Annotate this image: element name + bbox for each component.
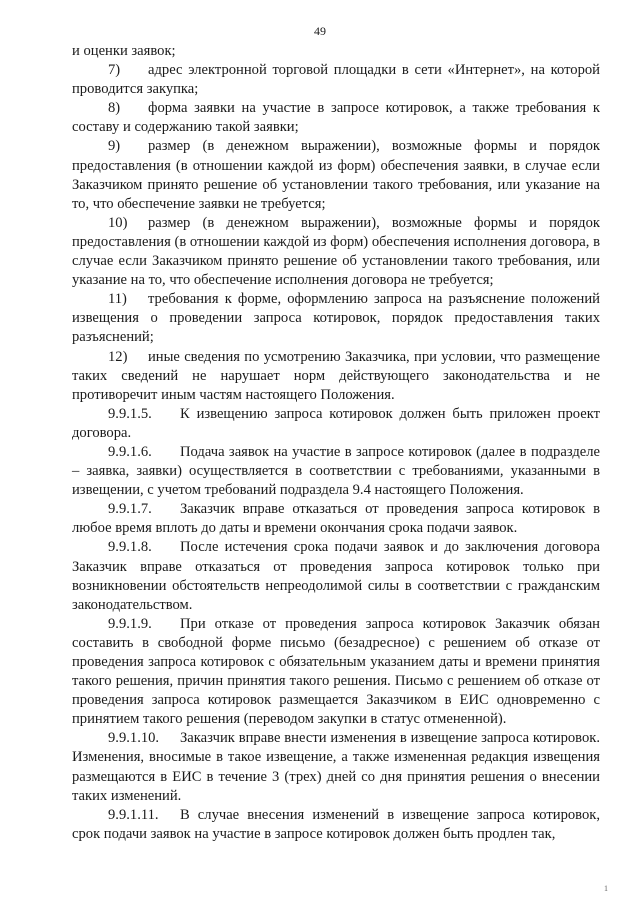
clause-9-9-1-9 (72, 615, 600, 730)
clause-text: В случае внесения изменений в извещение запроса котировок, срок подачи заявок на участие в запросе котировок должен быть продлен так, (72, 806, 600, 842)
clause-text: Подача заявок на участие в запросе котировок (далее в подразделе – заявка, заявки) осуществляется в соответствии с требованиями, указанными в извещении, с учетом требований подраздела 9.4 настоящего Положения. (72, 443, 600, 499)
clause-number: 9.9.1.7. (108, 501, 152, 518)
clause-9-9-1-8 (72, 538, 600, 614)
clause-text: При отказе от проведения запроса котировок Заказчик обязан составить в свободной форме письмо (безадресное) с решением об отказе от проведения запроса котировок с обязательным указанием даты и времени принятия такого решения, причин принятия такого решения. Письмо с решением об отказе от проведения запроса котировок размещается Заказчиком в ЕИС одновременно с принятием такого решения (переводом закупки в статус отмененной). (72, 615, 600, 728)
clause-number: 9.9.1.10. (108, 730, 160, 747)
list-item-number: 10) (108, 214, 128, 231)
clause-text: После истечения срока подачи заявок и до заключения договора Заказчик вправе отказаться от проведения запроса котировок только при возникновении обстоятельств непреодолимой силы в соответствии с гражданским законодательством. (72, 539, 600, 613)
clause-9-9-1-6 (72, 443, 600, 500)
list-item-text: размер (в денежном выражении), возможные формы и порядок предоставления (в отношении каждой из форм) обеспечения заявки, в случае если Заказчиком принято решение об установлении такого требования, или указание на то, что обеспечение заявки не требуется; (72, 138, 600, 212)
list-item-number: 12) (108, 348, 128, 365)
list-item-number: 9) (108, 138, 121, 155)
document-body (72, 42, 600, 844)
list-item-8 (72, 99, 600, 137)
page-number: 49 (314, 24, 326, 38)
list-item-number: 11) (108, 291, 127, 308)
clause-9-9-1-10 (72, 729, 600, 805)
clause-text: К извещению запроса котировок должен быть приложен проект договора. (72, 405, 600, 441)
clause-number: 9.9.1.6. (108, 443, 152, 460)
list-item-10 (72, 214, 600, 290)
clause-9-9-1-7 (72, 500, 600, 538)
clause-text: Заказчик вправе отказаться от проведения запроса котировок в любое время вплоть до даты и времени окончания срока подачи заявок. (72, 501, 600, 537)
list-item-9 (72, 137, 600, 213)
list-item-text: требования к форме, оформлению запроса на разъяснение положений извещения о проведении запроса котировок, порядок предоставления таких разъяснений; (72, 291, 600, 346)
list-item-7 (72, 61, 600, 99)
list-item-12 (72, 348, 600, 405)
list-item-text: форма заявки на участие в запросе котировок, а также требования к составу и содержанию такой заявки; (72, 100, 600, 136)
list-item-text: размер (в денежном выражении), возможные формы и порядок предоставления (в отношении каждой из форм) обеспечения исполнения договора, в случае если Заказчиком принято решение об установлении такого требования, или указание на то, что обеспечение исполнения договора не требуется; (72, 214, 600, 289)
list-item-number: 8) (108, 100, 121, 117)
clause-text: Заказчик вправе внести изменения в извещение запроса котировок. Изменения, вносимые в такое извещение, а также измененная редакция извещения размещаются в ЕИС в течение 3 (трех) дней со дня принятия решения о внесении таких изменений. (72, 730, 600, 804)
clause-number: 9.9.1.9. (108, 615, 152, 632)
clause-number: 9.9.1.5. (108, 405, 152, 422)
list-item-11 (72, 290, 600, 347)
clause-number: 9.9.1.8. (108, 539, 152, 556)
clause-number: 9.9.1.11. (108, 806, 159, 823)
margin-mark: 1 (604, 884, 608, 893)
paragraph-text: и оценки заявок; (72, 43, 176, 59)
paragraph-0 (72, 42, 600, 61)
list-item-text: иные сведения по усмотрению Заказчика, при условии, что размещение таких сведений не нарушает норм действующего законодательства и не противоречит иным частям настоящего Положения. (72, 348, 600, 403)
list-item-number: 7) (108, 62, 121, 79)
clause-9-9-1-11 (72, 806, 600, 844)
list-item-text: адрес электронной торговой площадки в сети «Интернет», на которой проводится закупка; (72, 62, 600, 98)
clause-9-9-1-5 (72, 405, 600, 443)
